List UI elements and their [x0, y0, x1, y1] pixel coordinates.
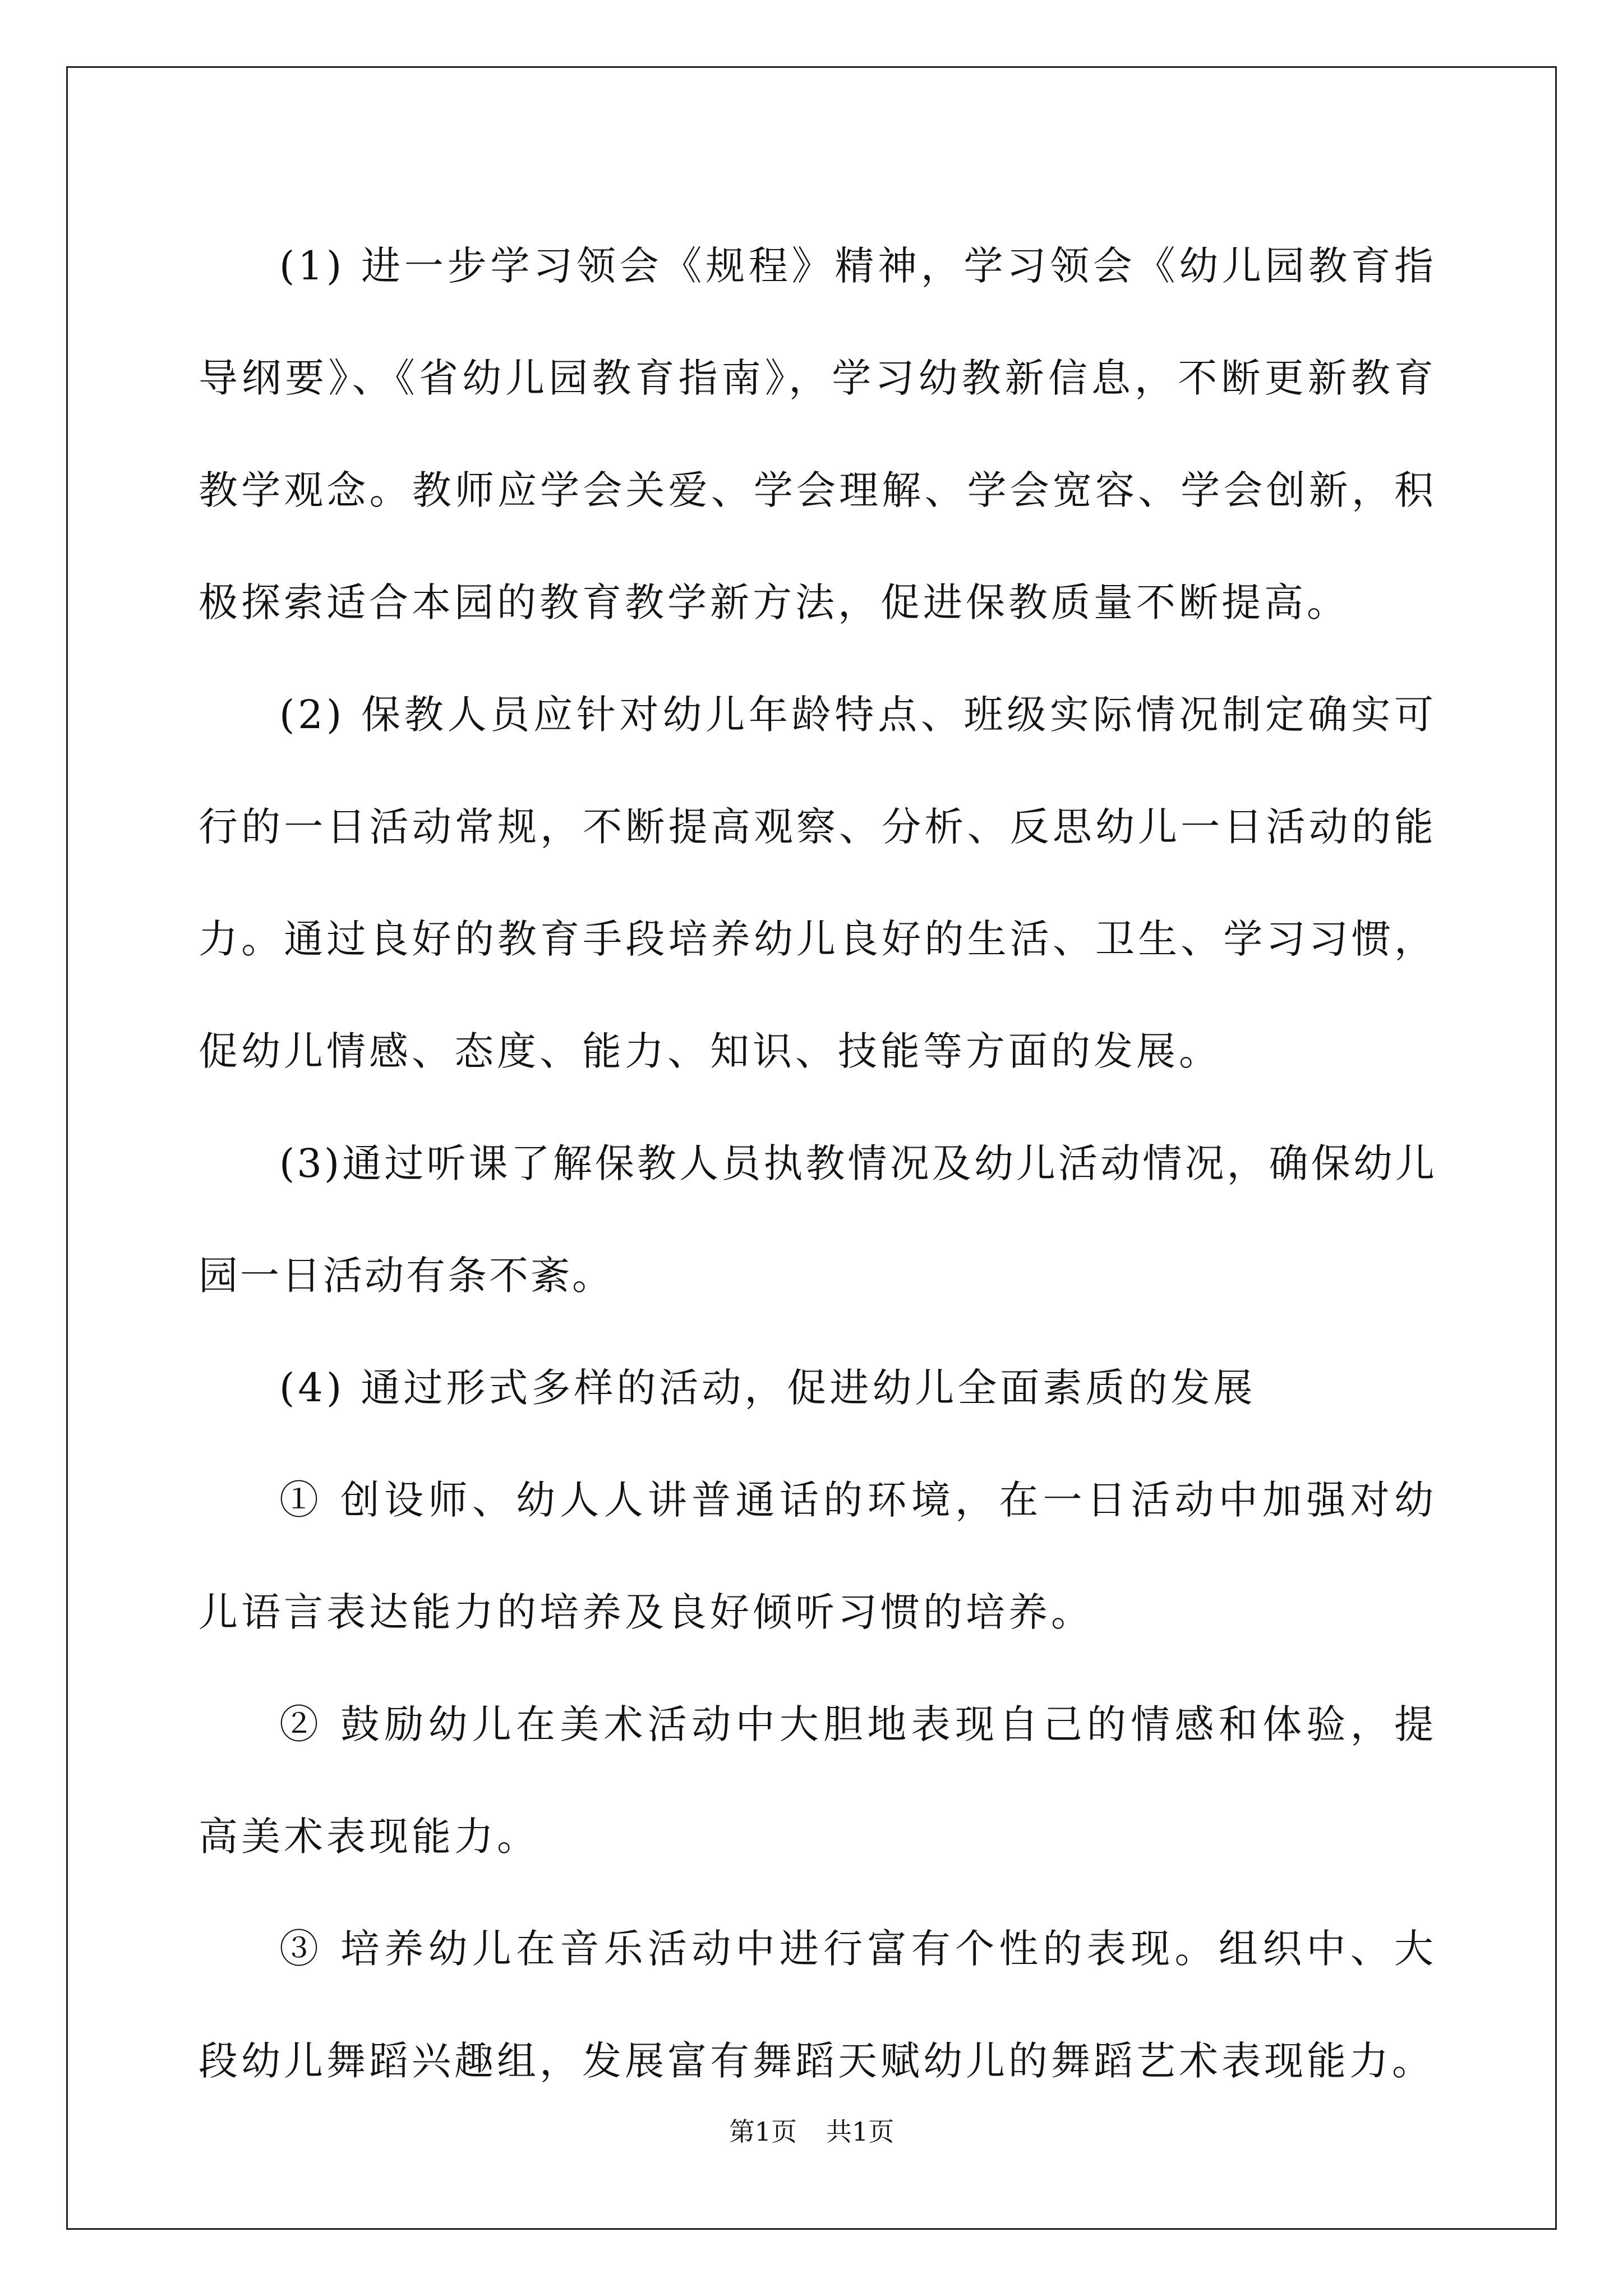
document-body: [199, 210, 1437, 2117]
paragraph-7: ③ 培养幼儿在音乐活动中进行富有个性的表现。组织中、大段幼儿舞蹈兴趣组，发展富有舞蹈天赋幼儿的舞蹈艺术表现能力。: [199, 1926, 1437, 2084]
page-number-total: 共1页: [826, 2116, 895, 2147]
page-footer: [0, 2115, 1623, 2148]
paragraph-1: (1) 进一步学习领会《规程》精神，学习领会《幼儿园教育指导纲要》、《省幼儿园教育指南》，学习幼教新信息，不断更新教育教学观念。教师应学会关爱、学会理解、学会宽容、学会创新，积极探索适合本园的教育教学新方法，促进保教质量不断提高。: [199, 243, 1437, 625]
paragraph-4: (4) 通过形式多样的活动，促进幼儿全面素质的发展: [279, 1365, 1256, 1411]
paragraph-2: (2) 保教人员应针对幼儿年龄特点、班级实际情况制定确实可行的一日活动常规，不断提高观察、分析、反思幼儿一日活动的能力。通过良好的教育手段培养幼儿良好的生活、卫生、学习习惯，促幼儿情感、态度、能力、知识、技能等方面的发展。: [199, 692, 1437, 1074]
paragraph-6: ② 鼓励幼儿在美术活动中大胆地表现自己的情感和体验，提高美术表现能力。: [199, 1701, 1437, 1860]
page-number-current: 第1页: [728, 2116, 797, 2147]
paragraph-5: ① 创设师、幼人人讲普通话的环境，在一日活动中加强对幼儿语言表达能力的培养及良好倾听习惯的培养。: [199, 1477, 1437, 1635]
paragraph-3: (3)通过听课了解保教人员执教情况及幼儿活动情况，确保幼儿园一日活动有条不紊。: [199, 1140, 1437, 1299]
